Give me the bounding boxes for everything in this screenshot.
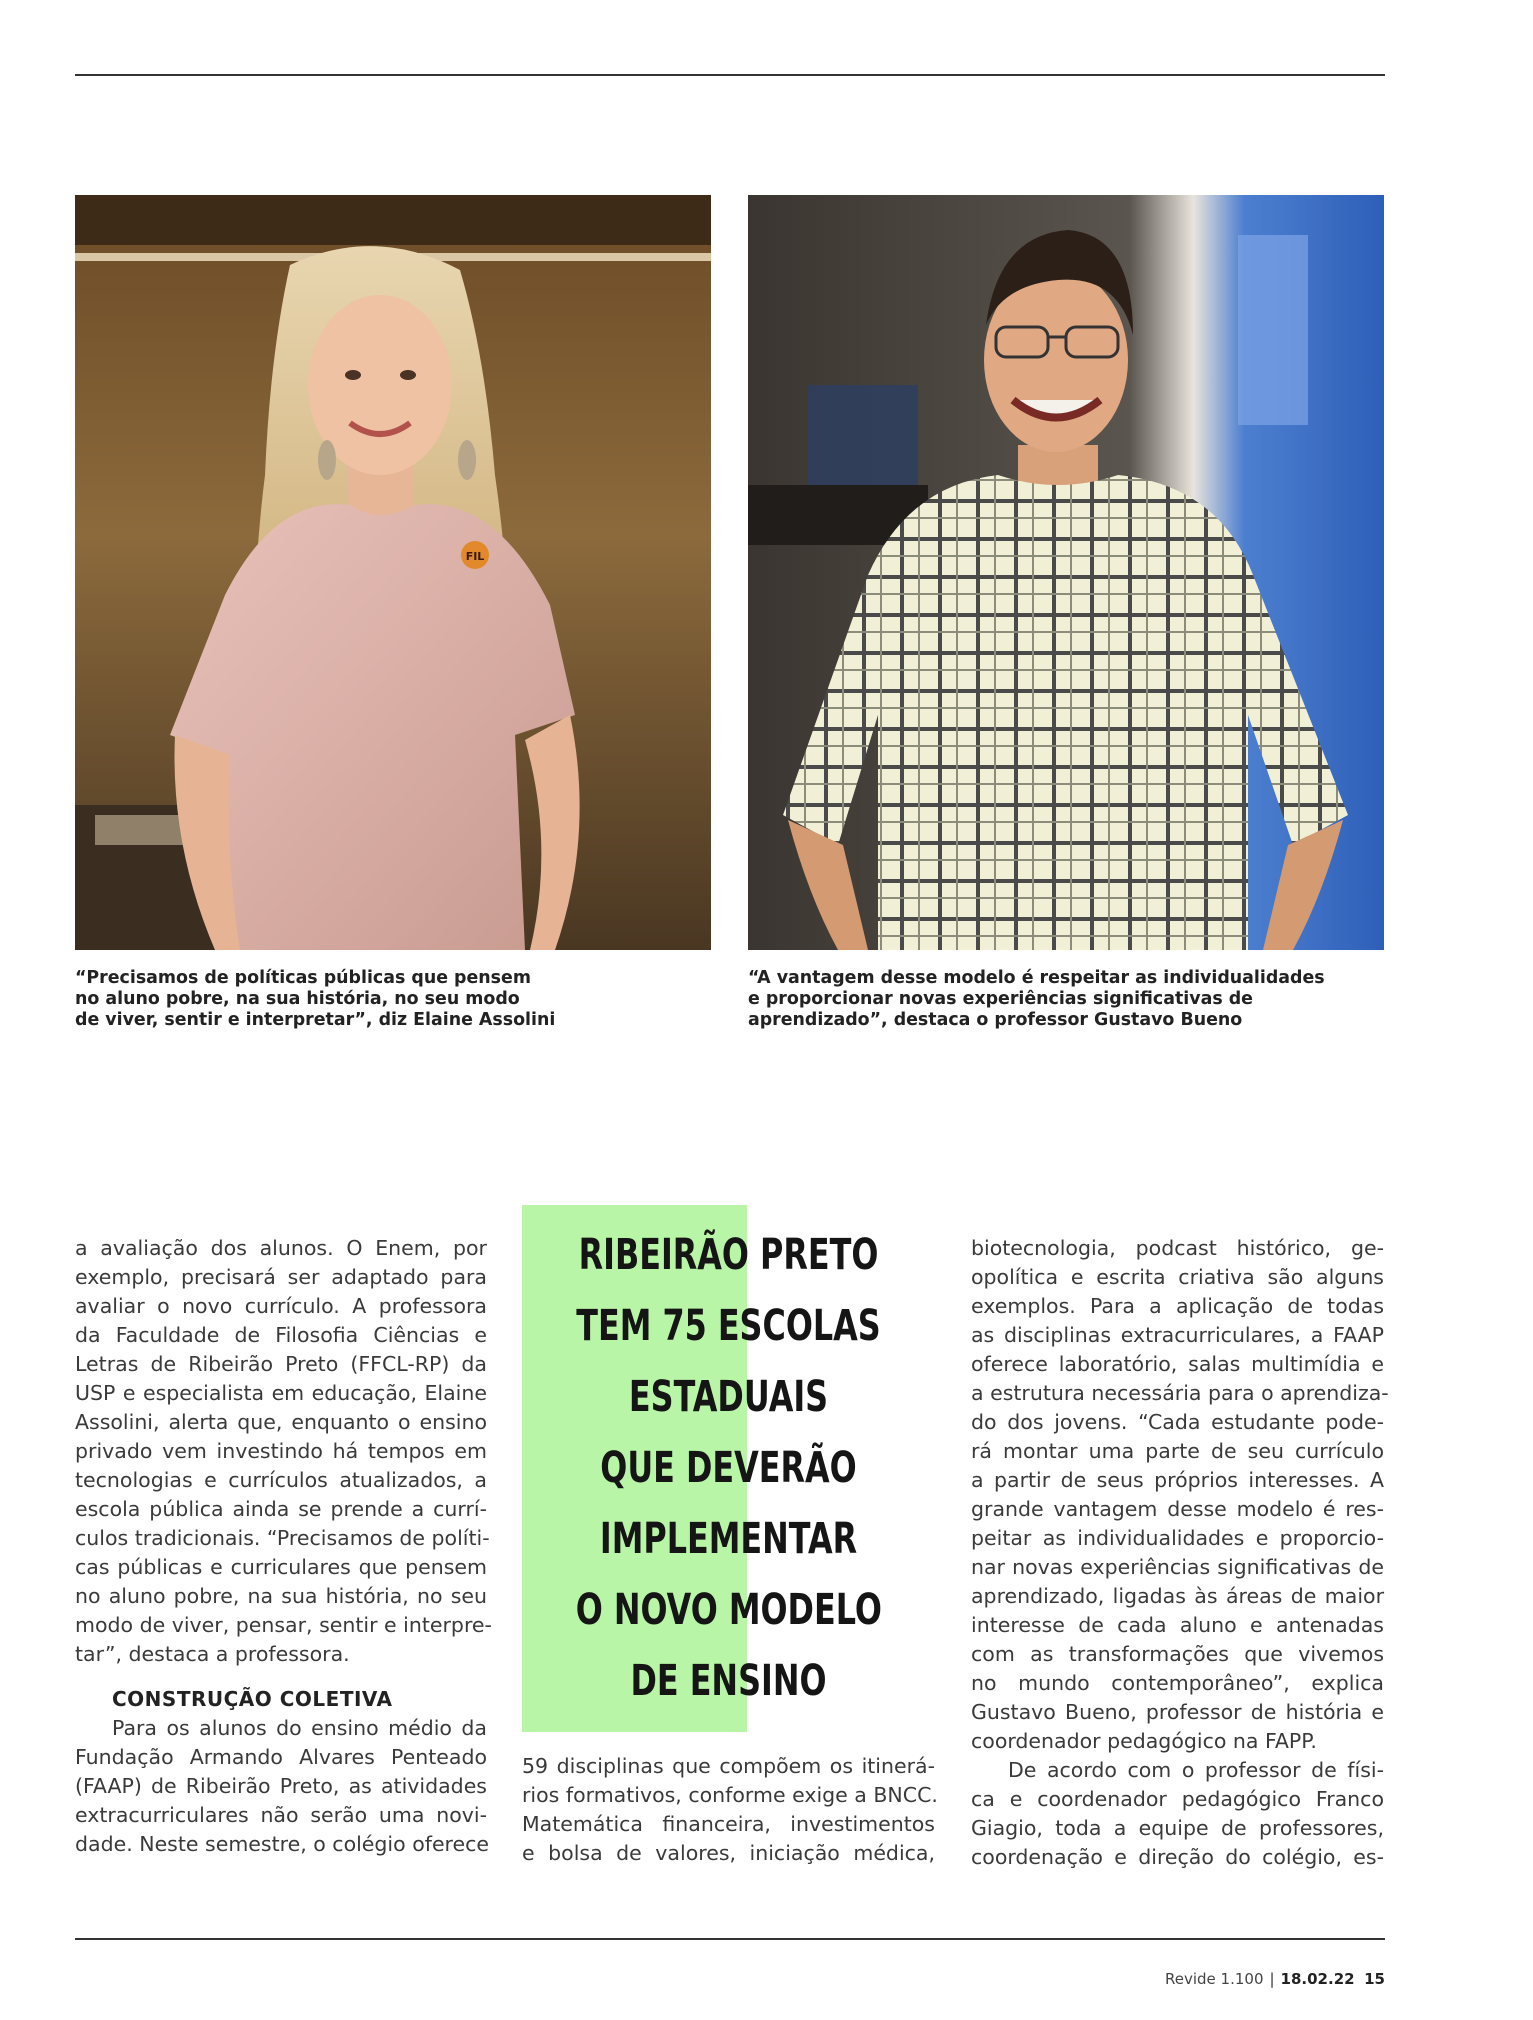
- body-line: exemplos. Para a aplicação de todas: [971, 1294, 1384, 1318]
- pullquote-line: ESTADUAIS: [628, 1372, 829, 1422]
- body-line: coordenação e direção do colégio, es-: [971, 1845, 1384, 1869]
- portrait-woman-illustration: [75, 195, 711, 950]
- footer-date: 18.02.22: [1280, 1970, 1355, 1988]
- footer-separator: |: [1269, 1970, 1275, 1988]
- body-line: tar”, destaca a professora.: [75, 1642, 350, 1666]
- page-footer: [1165, 1970, 1385, 1988]
- body-line: peitar as individualidades e proporcio-: [971, 1526, 1384, 1550]
- body-line: biotecnologia, podcast histórico, ge-: [971, 1236, 1384, 1260]
- body-line: dade. Neste semestre, o colégio oferece: [75, 1832, 490, 1856]
- article-column-2: [522, 1752, 938, 1868]
- body-line: opolítica e escrita criativa são alguns: [971, 1265, 1384, 1289]
- photo-elaine-assolini: [75, 195, 711, 950]
- body-line: Fundação Armando Alvares Penteado: [75, 1745, 487, 1769]
- body-line: avaliar o novo currículo. A professora: [75, 1294, 487, 1318]
- caption-line: no aluno pobre, na sua história, no seu modo: [75, 989, 520, 1009]
- caption-line: de viver, sentir e interpretar”, diz Elaine Assolini: [75, 1010, 556, 1030]
- body-line: rá montar uma parte de seu currículo: [971, 1439, 1384, 1463]
- body-line: com as transformações que vivemos: [971, 1642, 1384, 1666]
- pullquote-line: TEM 75 ESCOLAS: [576, 1301, 881, 1351]
- body-line: e bolsa de valores, iniciação médica,: [522, 1841, 935, 1865]
- caption-right: [748, 968, 1368, 1031]
- article-column-1: [75, 1234, 492, 1859]
- body-line: escola pública ainda se prende a currí-: [75, 1497, 487, 1521]
- body-line: culos tradicionais. “Precisamos de políti-: [75, 1526, 490, 1550]
- body-line: privado vem investindo há tempos em: [75, 1439, 487, 1463]
- article-column-3: [971, 1234, 1389, 1872]
- body-line: rios formativos, conforme exige a BNCC.: [522, 1783, 938, 1807]
- body-line: as disciplinas extracurriculares, a FAAP: [971, 1323, 1384, 1347]
- body-line: 59 disciplinas que compõem os itinerá-: [522, 1754, 935, 1778]
- badge-text: FIL: [465, 550, 485, 563]
- body-line: modo de viver, pensar, sentir e interpre-: [75, 1613, 492, 1637]
- body-line: interesse de cada aluno e antenadas: [971, 1613, 1384, 1637]
- body-line: do dos jovens. “Cada estudante pode-: [971, 1410, 1384, 1434]
- caption-line: e proporcionar novas experiências significativas de: [748, 989, 1253, 1009]
- body-line: coordenador pedagógico na FAPP.: [971, 1729, 1317, 1753]
- body-line: extracurriculares não serão uma novi-: [75, 1803, 487, 1827]
- body-line: nar novas experiências significativas de: [971, 1555, 1384, 1579]
- pullquote-line: IMPLEMENTAR: [599, 1514, 858, 1564]
- body-line: a avaliação dos alunos. O Enem, por: [75, 1236, 487, 1260]
- body-line: da Faculdade de Filosofia Ciências e: [75, 1323, 487, 1347]
- body-line: Assolini, alerta que, enquanto o ensino: [75, 1410, 487, 1434]
- body-line: aprendizado, ligadas às áreas de maior: [971, 1584, 1384, 1608]
- body-line: Para os alunos do ensino médio da: [112, 1716, 487, 1740]
- portrait-man-illustration: [748, 195, 1384, 950]
- pullquote-line: DE ENSINO: [630, 1656, 827, 1706]
- top-rule: [75, 74, 1385, 76]
- page-number: 15: [1364, 1970, 1385, 1988]
- section-subhead: CONSTRUÇÃO COLETIVA: [112, 1687, 393, 1711]
- body-line: exemplo, precisará ser adaptado para: [75, 1265, 487, 1289]
- caption-line: “Precisamos de políticas públicas que pensem: [75, 968, 531, 988]
- body-line: grande vantagem desse modelo é res-: [971, 1497, 1384, 1521]
- body-line: no mundo contemporâneo”, explica: [971, 1671, 1384, 1695]
- bottom-rule: [75, 1938, 1385, 1940]
- body-line: De acordo com o professor de físi-: [1008, 1758, 1384, 1782]
- body-line: a partir de seus próprios interesses. A: [971, 1468, 1384, 1492]
- photo-gustavo-bueno: [748, 195, 1384, 950]
- body-line: tecnologias e currículos atualizados, a: [75, 1468, 487, 1492]
- body-line: Giagio, toda a equipe de professores,: [971, 1816, 1384, 1840]
- body-line: oferece laboratório, salas multimídia e: [971, 1352, 1384, 1376]
- caption-line: “A vantagem desse modelo é respeitar as individualidades: [748, 968, 1325, 988]
- body-line: no aluno pobre, na sua história, no seu: [75, 1584, 487, 1608]
- body-line: a estrutura necessária para o aprendiza-: [971, 1381, 1389, 1405]
- body-line: Letras de Ribeirão Preto (FFCL-RP) da: [75, 1352, 487, 1376]
- pullquote-line: RIBEIRÃO PRETO: [578, 1230, 879, 1280]
- pullquote-line: O NOVO MODELO: [575, 1585, 882, 1635]
- pullquote-line: QUE DEVERÃO: [600, 1443, 857, 1493]
- body-line: ca e coordenador pedagógico Franco: [971, 1787, 1384, 1811]
- body-line: Matemática financeira, investimentos: [522, 1812, 935, 1836]
- body-line: USP e especialista em educação, Elaine: [75, 1381, 487, 1405]
- body-line: cas públicas e curriculares que pensem: [75, 1555, 487, 1579]
- caption-line: aprendizado”, destaca o professor Gustavo Bueno: [748, 1010, 1243, 1030]
- pullquote: [576, 1220, 882, 1717]
- body-line: Gustavo Bueno, professor de história e: [971, 1700, 1384, 1724]
- footer-magazine: Revide 1.100: [1165, 1970, 1264, 1988]
- body-line: (FAAP) de Ribeirão Preto, as atividades: [75, 1774, 487, 1798]
- caption-left: [75, 968, 635, 1031]
